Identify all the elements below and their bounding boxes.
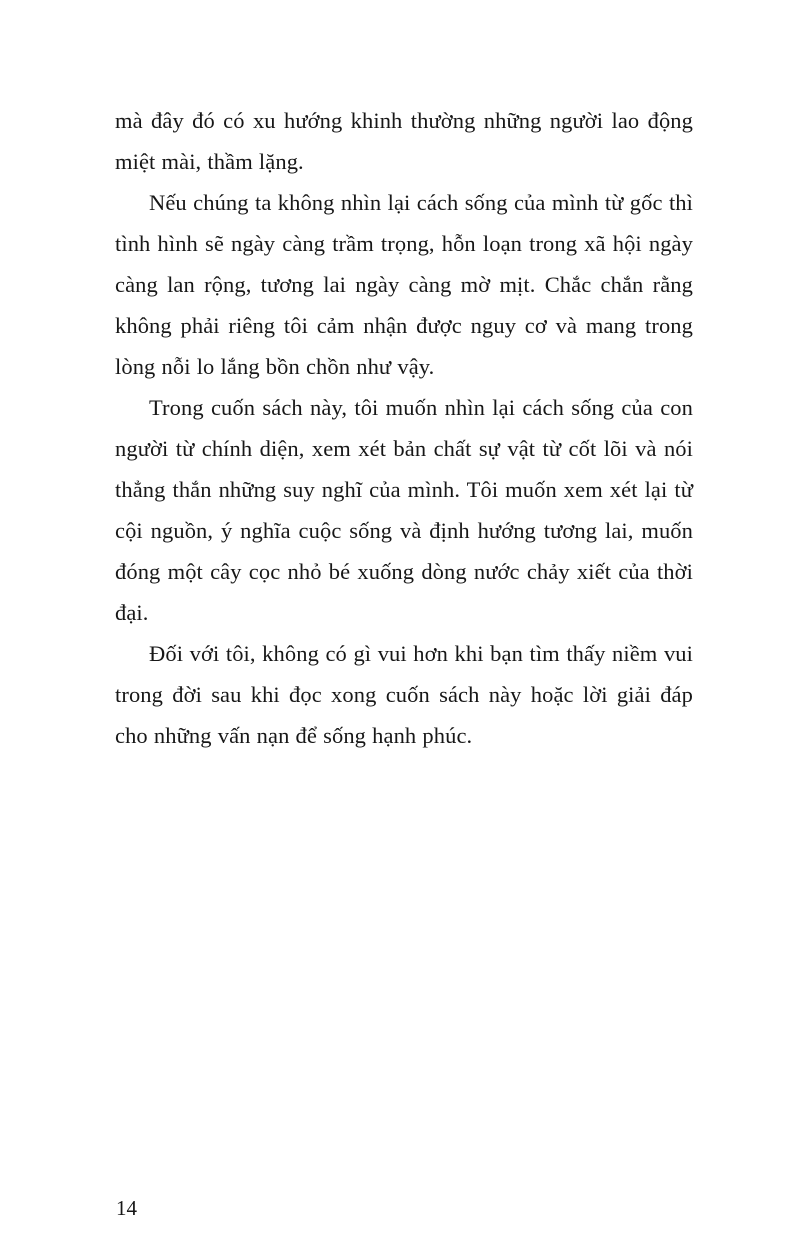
paragraph-2: Nếu chúng ta không nhìn lại cách sống của mình từ gốc thì tình hình sẽ ngày càng trầm trọng, hỗn loạn trong xã hội ngày càng lan rộng, tương lai ngày càng mờ mịt. Chắc chắn rằng không phải riêng tôi cảm nhận được nguy cơ và mang trong lòng nỗi lo lắng bồn chồn như vậy. bbox=[115, 190, 693, 379]
paragraph-continued: mà đây đó có xu hướng khinh thường những người lao động miệt mài, thầm lặng. bbox=[115, 108, 693, 174]
page-number: 14 bbox=[116, 1196, 137, 1220]
page-text-body bbox=[115, 100, 693, 756]
paragraph-4: Đối với tôi, không có gì vui hơn khi bạn tìm thấy niềm vui trong đời sau khi đọc xong cuốn sách này hoặc lời giải đáp cho những vấn nạn để sống hạnh phúc. bbox=[115, 641, 693, 748]
paragraph-3: Trong cuốn sách này, tôi muốn nhìn lại cách sống của con người từ chính diện, xem xét bản chất sự vật từ cốt lõi và nói thẳng thắn những suy nghĩ của mình. Tôi muốn xem xét lại từ cội nguồn, ý nghĩa cuộc sống và định hướng tương lai, muốn đóng một cây cọc nhỏ bé xuống dòng nước chảy xiết của thời đại. bbox=[115, 395, 693, 625]
